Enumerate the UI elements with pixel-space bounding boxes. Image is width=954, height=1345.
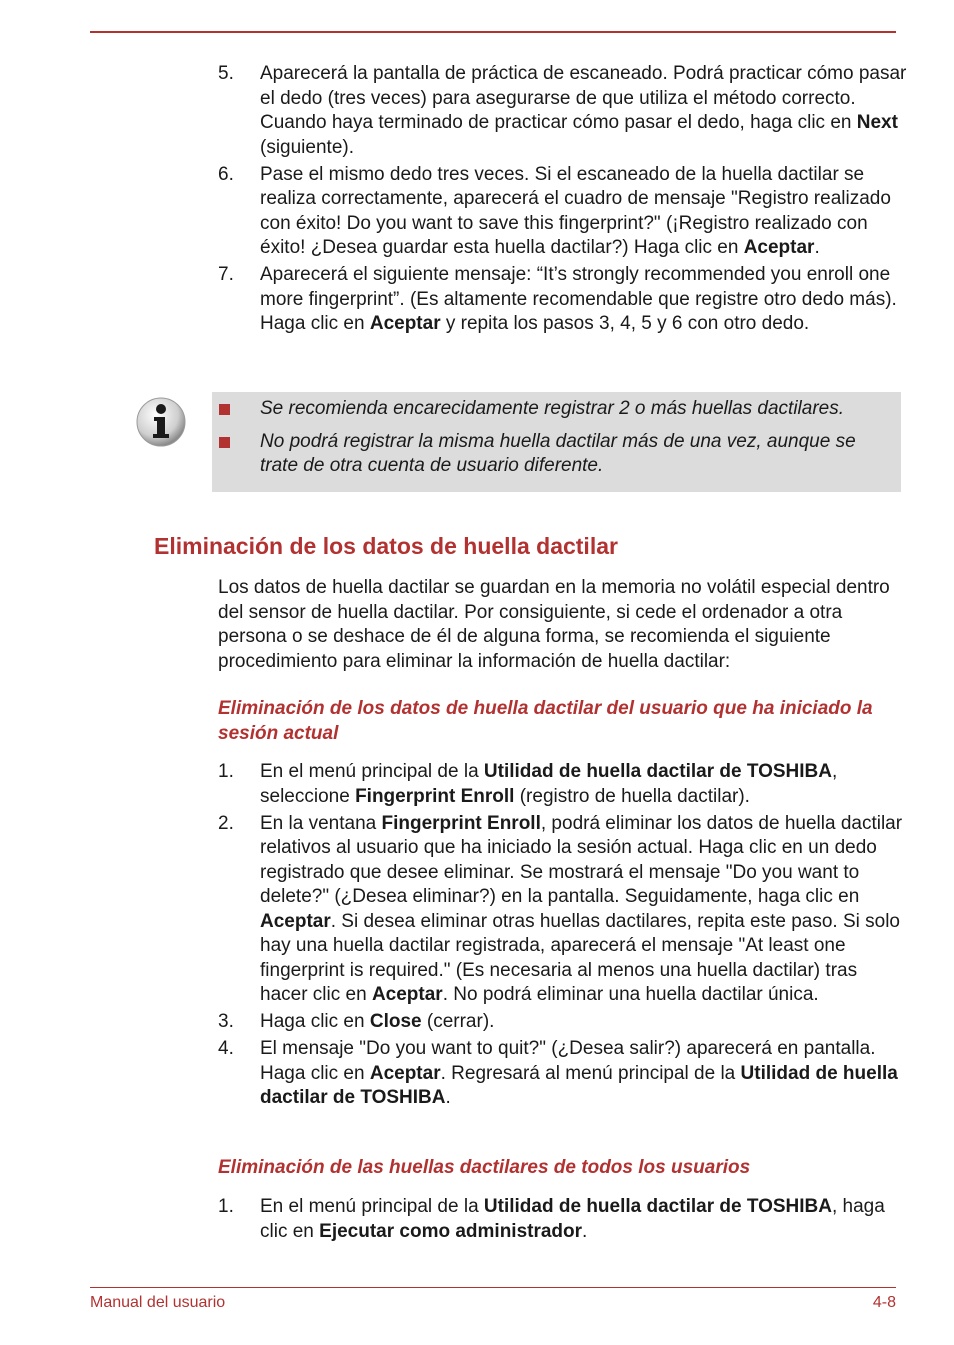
subsection-heading-current-user: Eliminación de los datos de huella dactilar del usuario que ha iniciado la sesión actual [218,698,873,744]
list-item [218,1010,908,1035]
step-number: 4. [218,1038,234,1059]
info-icon [135,396,187,448]
step-number: 2. [218,812,234,834]
subsection-heading-all-users: Eliminación de las huellas dactilares de todos los usuarios [218,1157,751,1178]
footer-rule [90,1287,896,1288]
list-item [218,163,908,261]
step-number: 1. [218,1196,234,1217]
step-number: 5. [218,63,234,84]
step-text: En el menú principal de la Utilidad de huella dactilar de TOSHIBA, seleccione Fingerprint Enroll (registro de huella dactilar). [260,761,838,807]
step-number: 1. [218,761,234,782]
step-text: En la ventana Fingerprint Enroll, podrá eliminar los datos de huella dactilar relativos al usuario que ha iniciado la sesión actual. Haga clic en un dedo registrado que desee eliminar. Se mostrará el mensaje "Do you want to delete?" (¿Desea eliminar?) en la pantalla. Seguidamente, haga clic en Aceptar. Si desea eliminar otras huellas dactilares, repita este paso. Si solo hay una huella dactilar registrada, aparecerá el mensaje "At least one fingerprint is required." (Es necesaria al menos una huella dactilar) tras hacer clic en Aceptar. No podrá eliminar una huella dactilar única. [260,812,903,1005]
section-intro: Los datos de huella dactilar se guardan en la memoria no volátil especial dentro del sensor de huella dactilar. Por consiguiente, si cede el ordenador a otra persona o se deshace de él de alguna forma, se recomienda el siguiente procedimiento para eliminar la información de huella dactilar: [218,577,890,672]
step-number: 7. [218,264,234,285]
step-text: Haga clic en Close (cerrar). [260,1011,495,1032]
step-number: 3. [218,1011,234,1032]
step-text: Aparecerá el siguiente mensaje: “It’s strongly recommended you enroll one more fingerprint”. (Es altamente recomendable que registre otro dedo más). Haga clic en Aceptar y repita los pasos 3, 4, 5 y 6 con otro dedo. [260,264,897,334]
bullet-square-icon [219,404,230,415]
bullet-square-icon [219,437,230,448]
header-rule [90,31,896,33]
note-text: Se recomienda encarecidamente registrar 2 o más huellas dactilares. [260,398,845,419]
step-text: Pase el mismo dedo tres veces. Si el escaneado de la huella dactilar se realiza correctamente, aparecerá el cuadro de mensaje "Registro realizado con éxito! Do you want to save this fingerprint?" (¡Registro realizado con éxito! ¿Desea guardar esta huella dactilar?) Haga clic en Aceptar. [260,163,891,258]
section-heading: Eliminación de los datos de huella dactilar [154,533,618,559]
note-item [218,430,898,479]
note-list [218,397,898,487]
step-text: Aparecerá la pantalla de práctica de escaneado. Podrá practicar cómo pasar el dedo (tres veces) para asegurarse de que utiliza el método correcto. Cuando haya terminado de practicar cómo pasar el dedo, haga clic en Next (siguiente). [260,63,907,158]
list-item [218,263,908,337]
footer-title: Manual del usuario [90,1294,226,1311]
steps-current-user-list [218,760,908,1113]
note-text: No podrá registrar la misma huella dactilar más de una vez, aunque se trate de otra cuenta de usuario diferente. [260,430,856,476]
steps-all-users-list [218,1195,908,1247]
list-item [218,812,908,1008]
step-text: En el menú principal de la Utilidad de huella dactilar de TOSHIBA, haga clic en Ejecutar como administrador. [260,1196,885,1242]
step-text: El mensaje "Do you want to quit?" (¿Desea salir?) aparecerá en pantalla. Haga clic en Aceptar. Regresará al menú principal de la Utilidad de huella dactilar de TOSHIBA. [260,1038,898,1108]
list-item [218,62,908,160]
list-item [218,760,908,809]
page-number: 4-8 [872,1294,896,1311]
steps-top-list [218,62,908,339]
note-item [218,397,898,422]
list-item [218,1195,908,1244]
step-number: 6. [218,163,234,185]
list-item [218,1037,908,1111]
